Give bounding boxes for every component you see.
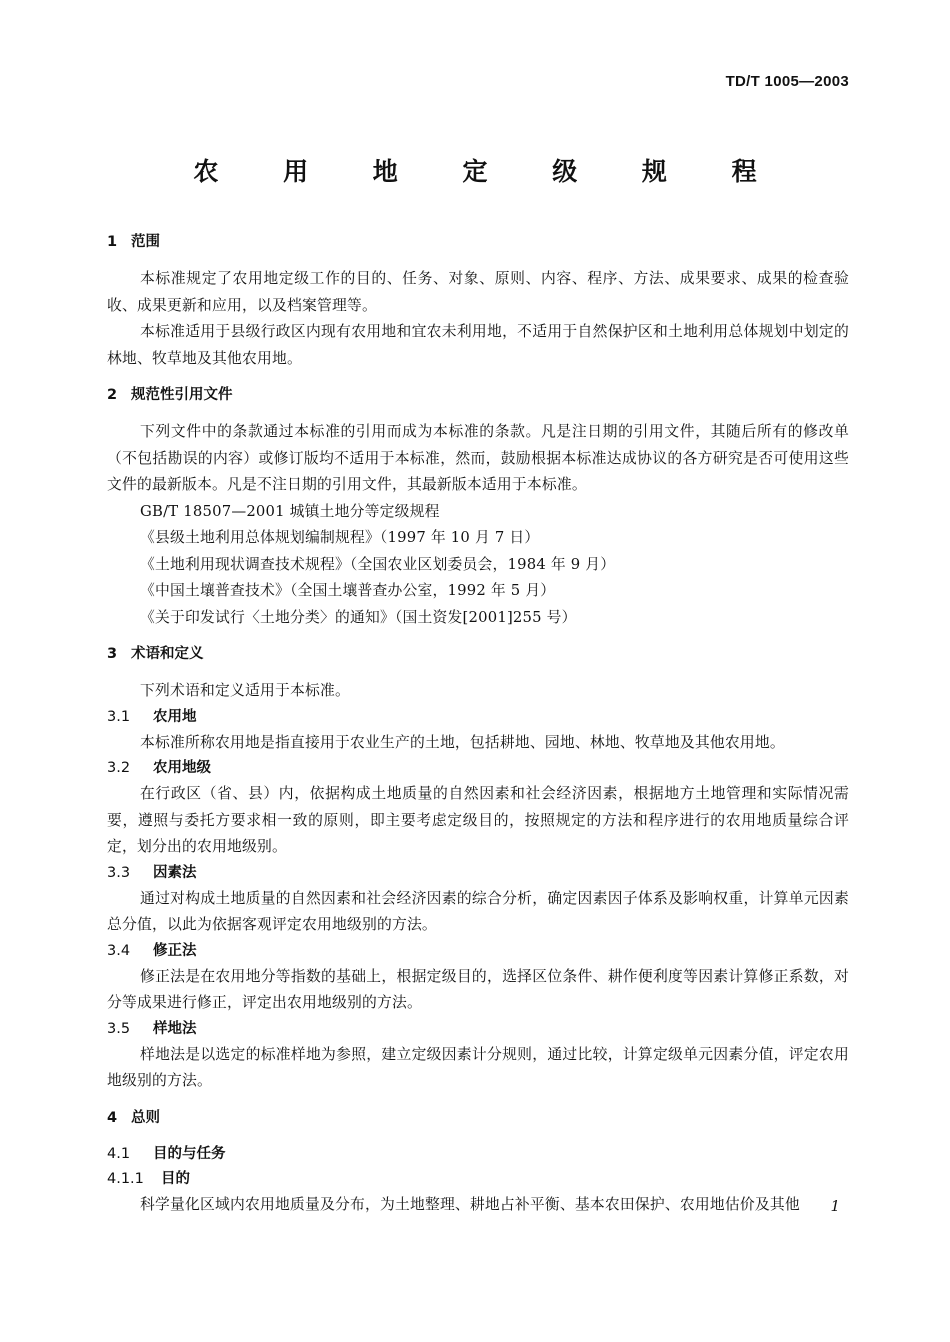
paragraph: 在行政区（省、县）内，依据构成土地质量的自然因素和社会经济因素，根据地方土地管理和实际情况需要，遵照与委托方要求相一致的原则，即主要考虑定级目的，按照规定的方法和程序进行的农用地质量综合评定，划分出的农用地级别。	[107, 785, 849, 855]
paragraph: 修正法是在农用地分等指数的基础上，根据定级目的，选择区位条件、耕作便利度等因素计算修正系数，对分等成果进行修正，评定出农用地级别的方法。	[107, 967, 849, 1011]
subsection-4-1-1-heading: 4.1.1 目的	[107, 1170, 190, 1187]
reference-item: 《关于印发试行〈土地分类〉的通知》（国土资发[2001]255 号）	[140, 608, 577, 626]
subsection-4-1-heading: 4.1 目的与任务	[107, 1145, 226, 1162]
paragraph: 下列文件中的条款通过本标准的引用而成为本标准的条款。凡是注日期的引用文件，其随后所有的修改单（不包括勘误的内容）或修订版均不适用于本标准，然而，鼓励根据本标准达成协议的各方研究是否可使用这些文件的最新版本。凡是不注日期的引用文件，其最新版本适用于本标准。	[107, 423, 849, 493]
reference-item: 《中国土壤普查技术》（全国土壤普查办公室，1992 年 5 月）	[140, 582, 556, 599]
term-3-2-heading: 3.2 农用地级	[107, 760, 211, 776]
paragraph: 通过对构成土地质量的自然因素和社会经济因素的综合分析，确定因素因子体系及影响权重，计算单元因素总分值，以此为依据客观评定农用地级别的方法。	[107, 889, 849, 933]
term-3-1-heading: 3.1 农用地	[107, 708, 197, 725]
term-3-3-heading: 3.3 因素法	[107, 864, 197, 881]
paragraph: 本标准规定了农用地定级工作的目的、任务、对象、原则、内容、程序、方法、成果要求、成果的检查验收、成果更新和应用，以及档案管理等。	[107, 270, 849, 314]
paragraph: 科学量化区域内农用地质量及分布，为土地整理、耕地占补平衡、基本农田保护、农用地估价及其他	[140, 1195, 800, 1213]
standard-code: TD/T 1005—2003	[725, 73, 849, 90]
paragraph: 本标准适用于县级行政区内现有农用地和宜农未利用地，不适用于自然保护区和土地利用总体规划中划定的林地、牧草地及其他农用地。	[107, 323, 849, 367]
term-3-5-heading: 3.5 样地法	[107, 1020, 197, 1037]
section-3-heading: 3 术语和定义	[107, 646, 204, 662]
page-title: 农 用 地 定 级 规 程	[193, 157, 785, 186]
paragraph: 样地法是以选定的标准样地为参照，建立定级因素计分规则，通过比较，计算定级单元因素分值，评定农用地级别的方法。	[107, 1045, 849, 1089]
page-number: 1	[830, 1197, 840, 1215]
term-3-4-heading: 3.4 修正法	[107, 942, 197, 959]
reference-item: 《县级土地利用总体规划编制规程》（1997 年 10 月 7 日）	[140, 529, 540, 546]
paragraph: 本标准所称农用地是指直接用于农业生产的土地，包括耕地、园地、林地、牧草地及其他农用地。	[140, 733, 785, 751]
section-4-heading: 4 总则	[107, 1109, 160, 1126]
reference-item: GB/T 18507—2001 城镇土地分等定级规程	[140, 502, 440, 520]
section-2-heading: 2 规范性引用文件	[107, 387, 233, 403]
reference-item: 《土地利用现状调查技术规程》（全国农业区划委员会，1984 年 9 月）	[140, 555, 616, 573]
paragraph: 下列术语和定义适用于本标准。	[140, 682, 350, 699]
document-body	[107, 226, 849, 1218]
section-1-heading: 1 范围	[107, 234, 160, 250]
